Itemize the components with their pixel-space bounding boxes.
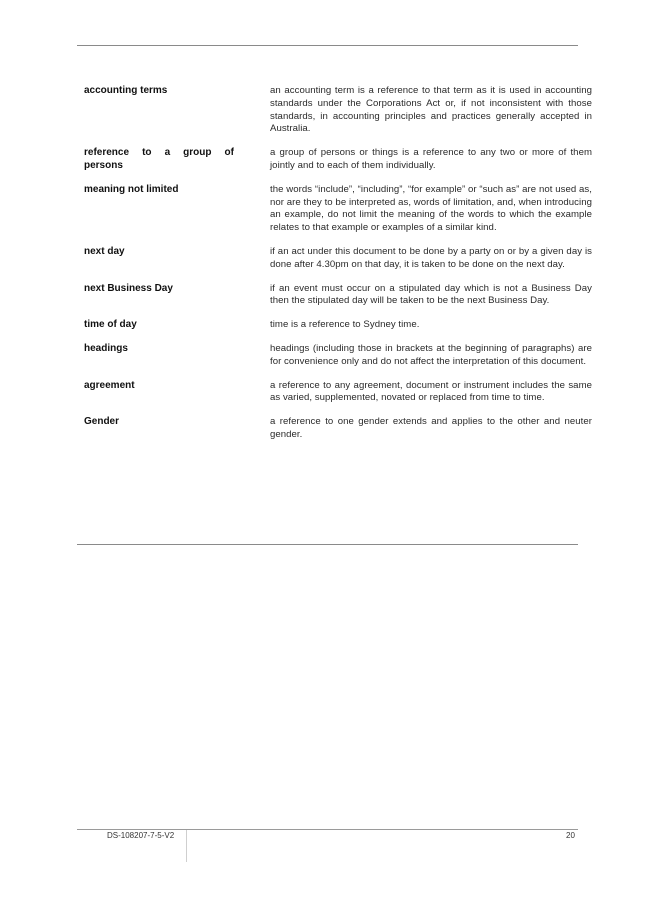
definition-text: a reference to one gender extends and applies to the other and neuter gender.	[270, 416, 592, 440]
definitions-list	[84, 85, 592, 453]
definition-row	[84, 319, 592, 332]
definition-row	[84, 147, 592, 173]
footer-divider	[186, 830, 187, 862]
definition-text: the words “include”, “including”, “for example” or “such as” are not used as, nor are they to be interpreted as, words of limitation, and, when introducing an example, do not limit the meaning of the words to which the example relates to that example or examples of a similar kind.	[270, 183, 592, 234]
definition-text: if an event must occur on a stipulated day which is not a Business Day then the stipulated day will be taken to be the next Business Day.	[270, 282, 592, 307]
definition-term: Gender	[84, 416, 120, 428]
footer-document-reference: DS-108207-7-5-V2	[107, 831, 175, 840]
definition-term: reference to a group of persons	[84, 147, 234, 171]
definition-row	[84, 184, 592, 235]
definition-row	[84, 416, 592, 442]
footer-rule	[77, 829, 578, 830]
definition-text: an accounting term is a reference to that term as it is used in accounting standards under the Corporations Act or, if not inconsistent with those standards, in accounting principles and practices generally accepted in Australia.	[270, 85, 592, 135]
definition-row	[84, 283, 592, 309]
definition-term: time of day	[84, 319, 137, 331]
definition-text: time is a reference to Sydney time.	[270, 319, 420, 331]
definition-text: headings (including those in brackets at the beginning of paragraphs) are for convenience only and do not affect the interpretation of this document.	[270, 342, 592, 367]
definition-text: a group of persons or things is a reference to any two or more of them jointly and to each of them individually.	[270, 147, 592, 171]
definition-term: next day	[84, 245, 125, 257]
definition-row	[84, 380, 592, 406]
definition-row	[84, 85, 592, 136]
footer-page-number: 20	[566, 831, 575, 840]
section-end-rule	[77, 544, 578, 545]
definition-row	[84, 246, 592, 272]
definition-term: accounting terms	[84, 85, 168, 96]
definition-term: agreement	[84, 379, 135, 391]
definition-text: a reference to any agreement, document or instrument includes the same as varied, supplemented, novated or replaced from time to time.	[270, 379, 592, 404]
definition-term: meaning not limited	[84, 183, 179, 195]
definition-text: if an act under this document to be done by a party on or by a given day is done after 4.30pm on that day, it is taken to be done on the next day.	[270, 245, 592, 270]
definition-row	[84, 343, 592, 369]
header-rule	[77, 45, 578, 46]
definition-term: next Business Day	[84, 282, 173, 294]
definition-term: headings	[84, 342, 128, 354]
